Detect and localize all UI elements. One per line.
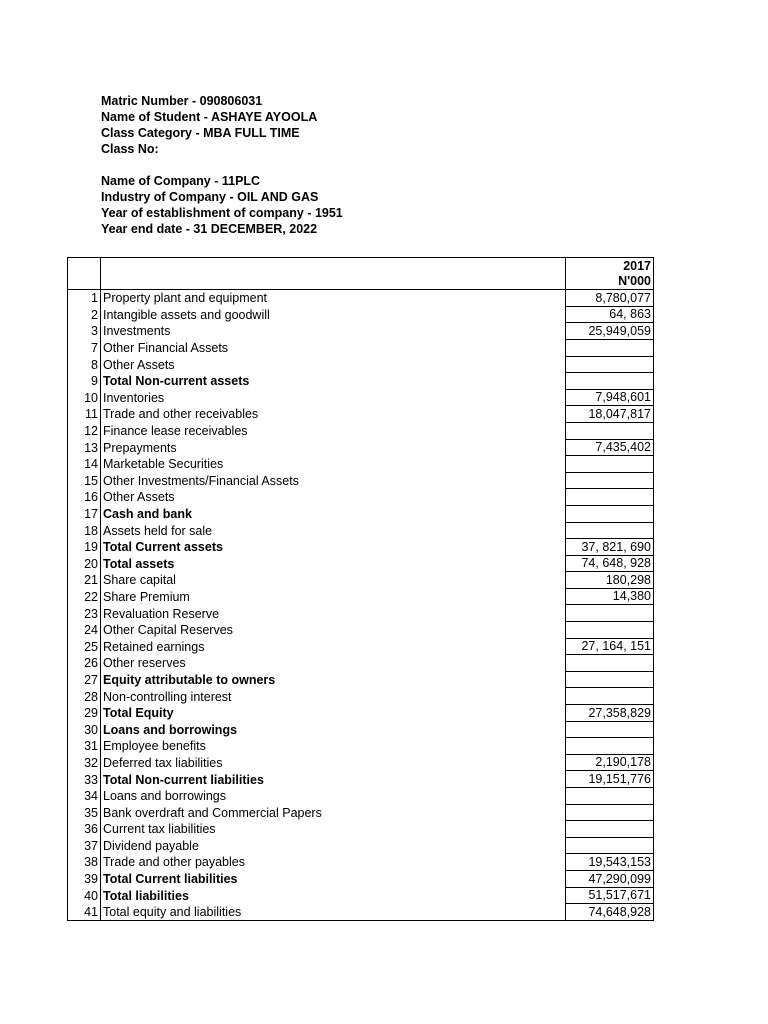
row-value	[566, 671, 654, 688]
row-number: 30	[68, 721, 101, 738]
row-number: 37	[68, 837, 101, 854]
row-label: Inventories	[103, 390, 165, 405]
row-number: 17	[68, 505, 101, 522]
row-number: 11	[68, 406, 101, 423]
table-row	[68, 339, 654, 356]
row-label: Other Investments/Financial Assets	[103, 473, 299, 488]
year-end-date: Year end date - 31 DECEMBER, 2022	[101, 222, 318, 236]
row-number: 3	[68, 323, 101, 340]
balance-sheet-body	[68, 258, 654, 921]
header-num-cell	[68, 274, 101, 290]
row-value	[566, 456, 654, 473]
row-number: 9	[68, 373, 101, 390]
class-number: Class No:	[101, 142, 159, 156]
table-row	[68, 870, 654, 887]
table-row	[68, 638, 654, 655]
table-row	[68, 671, 654, 688]
table-row	[68, 456, 654, 473]
table-row	[68, 572, 654, 589]
row-value: 25,949,059	[566, 323, 654, 340]
table-row	[68, 837, 654, 854]
row-value: 14,380	[566, 588, 654, 605]
header-spacer	[101, 157, 343, 173]
row-value	[566, 339, 654, 356]
row-number: 20	[68, 555, 101, 572]
row-label: Retained earnings	[103, 639, 205, 654]
row-value	[566, 373, 654, 390]
row-value: 27,358,829	[566, 705, 654, 722]
row-number: 16	[68, 489, 101, 506]
table-row	[68, 721, 654, 738]
row-value	[566, 622, 654, 639]
row-number: 22	[68, 588, 101, 605]
row-number: 14	[68, 456, 101, 473]
row-label: Total Equity	[103, 706, 174, 721]
row-label: Total equity and liabilities	[101, 904, 566, 921]
table-row	[68, 422, 654, 439]
row-label: Cash and bank	[103, 507, 192, 521]
row-label: Other Assets	[103, 490, 175, 505]
row-value	[566, 804, 654, 821]
table-row	[68, 788, 654, 805]
table-row	[68, 356, 654, 373]
row-label: Finance lease receivables	[103, 424, 248, 439]
row-number: 27	[68, 671, 101, 688]
row-value	[566, 821, 654, 838]
row-value: 47,290,099	[566, 870, 654, 887]
table-row	[68, 754, 654, 771]
table-row	[68, 406, 654, 423]
table-row	[68, 539, 654, 556]
table-row	[68, 904, 654, 921]
row-label: Total Current assets	[103, 540, 223, 555]
row-label: Other Capital Reserves	[103, 623, 233, 638]
table-row	[68, 505, 654, 522]
row-number: 38	[68, 854, 101, 871]
row-label: Total Non-current assets	[103, 374, 250, 389]
row-label: Other reserves	[103, 656, 186, 671]
row-number: 23	[68, 605, 101, 622]
company-name: Name of Company - 11PLC	[101, 174, 261, 188]
row-value: 64, 863	[566, 306, 654, 323]
row-label: Employee benefits	[103, 739, 206, 754]
table-row	[68, 605, 654, 622]
row-value: 7,948,601	[566, 389, 654, 406]
row-value: 74,648,928	[566, 904, 654, 921]
table-row	[68, 655, 654, 672]
row-value: 37, 821, 690	[566, 539, 654, 556]
row-label: Prepayments	[103, 440, 177, 455]
row-label: Investments	[103, 324, 171, 339]
row-value	[566, 688, 654, 705]
table-header-unit-row	[68, 274, 654, 290]
row-label: Assets held for sale	[103, 523, 213, 538]
table-row	[68, 472, 654, 489]
row-value: 19,543,153	[566, 854, 654, 871]
table-row	[68, 290, 654, 307]
row-number: 8	[68, 356, 101, 373]
row-number: 26	[68, 655, 101, 672]
row-value: 8,780,077	[566, 290, 654, 307]
row-label: Trade and other payables	[103, 855, 245, 870]
row-label: Bank overdraft and Commercial Papers	[103, 805, 322, 820]
row-number: 41	[68, 904, 101, 921]
table-row	[68, 439, 654, 456]
table-header-year-row	[68, 258, 654, 274]
row-value	[566, 522, 654, 539]
table-row	[68, 306, 654, 323]
row-label: Trade and other receivables	[103, 407, 259, 422]
table-row	[68, 738, 654, 755]
row-number: 2	[68, 306, 101, 323]
row-value	[566, 422, 654, 439]
table-row	[68, 622, 654, 639]
row-label: Dividend payable	[103, 838, 199, 853]
row-number: 29	[68, 705, 101, 722]
row-number: 32	[68, 754, 101, 771]
table-row	[68, 705, 654, 722]
table-row	[68, 771, 654, 788]
row-value	[566, 837, 654, 854]
row-value	[566, 655, 654, 672]
student-name: Name of Student - ASHAYE AYOOLA	[101, 110, 318, 124]
balance-sheet-table	[67, 257, 654, 921]
row-label: Total assets	[103, 556, 175, 571]
table-row	[68, 323, 654, 340]
row-number: 21	[68, 572, 101, 589]
company-industry: Industry of Company - OIL AND GAS	[101, 190, 319, 204]
row-value	[566, 788, 654, 805]
row-value: 18,047,817	[566, 406, 654, 423]
table-row	[68, 821, 654, 838]
row-value	[566, 489, 654, 506]
row-value: 74, 648, 928	[566, 555, 654, 572]
row-value: 180,298	[566, 572, 654, 589]
row-number: 25	[68, 638, 101, 655]
row-value: 7,435,402	[566, 439, 654, 456]
table-row	[68, 373, 654, 390]
header-num-cell	[68, 258, 101, 274]
unit-header: N'000	[566, 274, 654, 290]
row-label: Non-controlling interest	[103, 689, 232, 704]
row-number: 36	[68, 821, 101, 838]
row-label: Current tax liabilities	[103, 822, 216, 837]
row-number: 35	[68, 804, 101, 821]
row-label: Property plant and equipment	[103, 291, 267, 306]
row-value	[566, 721, 654, 738]
company-established: Year of establishment of company - 1951	[101, 206, 343, 220]
row-label: Other Financial Assets	[103, 341, 229, 356]
row-label: Share capital	[103, 573, 176, 588]
table-row	[68, 887, 654, 904]
row-value	[566, 605, 654, 622]
row-label: Intangible assets and goodwill	[103, 307, 270, 322]
row-value: 19,151,776	[566, 771, 654, 788]
row-value	[566, 356, 654, 373]
row-number: 40	[68, 887, 101, 904]
row-value	[566, 738, 654, 755]
row-number: 19	[68, 539, 101, 556]
table-row	[68, 555, 654, 572]
row-number: 13	[68, 439, 101, 456]
row-label: Share Premium	[103, 589, 190, 604]
row-number: 18	[68, 522, 101, 539]
table-row	[68, 522, 654, 539]
row-label: Revaluation Reserve	[103, 606, 220, 621]
row-number: 31	[68, 738, 101, 755]
row-number: 15	[68, 472, 101, 489]
row-value	[566, 505, 654, 522]
row-value	[566, 472, 654, 489]
row-value: 2,190,178	[566, 754, 654, 771]
header-label-cell	[101, 258, 566, 274]
row-number: 28	[68, 688, 101, 705]
table-row	[68, 854, 654, 871]
table-row	[68, 688, 654, 705]
table-row	[68, 804, 654, 821]
row-label: Loans and borrowings	[103, 722, 238, 737]
matric-number: Matric Number - 090806031	[101, 94, 263, 108]
row-label: Loans and borrowings	[103, 789, 226, 804]
row-number: 24	[68, 622, 101, 639]
table-row	[68, 389, 654, 406]
class-category: Class Category - MBA FULL TIME	[101, 126, 300, 140]
row-number: 1	[68, 290, 101, 307]
row-label: Total liabilities	[103, 888, 189, 903]
row-number: 7	[68, 339, 101, 356]
row-label: Equity attributable to owners	[103, 672, 276, 687]
table-row	[68, 588, 654, 605]
row-label: Marketable Securities	[103, 457, 224, 472]
row-label: Total Non-current liabilities	[103, 772, 264, 787]
document-header	[101, 93, 343, 237]
year-header: 2017	[566, 258, 654, 274]
row-number: 10	[68, 389, 101, 406]
row-label: Other Assets	[103, 357, 175, 372]
row-number: 33	[68, 771, 101, 788]
table-row	[68, 489, 654, 506]
row-label: Total Current liabilities	[103, 872, 238, 887]
row-label: Deferred tax liabilities	[103, 755, 223, 770]
row-value: 27, 164, 151	[566, 638, 654, 655]
row-number: 39	[68, 870, 101, 887]
row-number: 34	[68, 788, 101, 805]
header-label-cell	[101, 274, 566, 290]
row-number: 12	[68, 422, 101, 439]
row-value: 51,517,671	[566, 887, 654, 904]
